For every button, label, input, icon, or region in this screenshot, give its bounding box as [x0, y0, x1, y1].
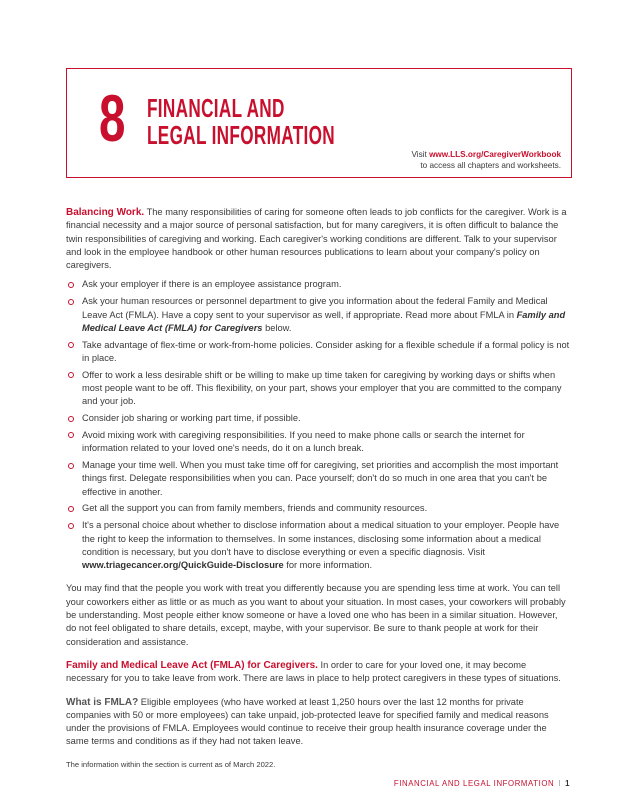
fmla-heading: Family and Medical Leave Act (FMLA) for Caregivers. — [66, 659, 318, 671]
what-is-fmla-paragraph — [66, 696, 570, 749]
bullet-circle-icon — [68, 416, 74, 422]
balancing-work-heading: Balancing Work. — [66, 207, 145, 218]
fmla-text: In order to care for your loved one, it may become necessary for you to take leave from work. There are laws in place to help protect caregivers in these types of situations. — [66, 659, 561, 684]
what-is-fmla-heading: What is FMLA? — [66, 696, 139, 708]
list-item — [66, 459, 570, 499]
bullet-circle-icon — [68, 523, 74, 529]
chapter-header — [66, 68, 572, 178]
chapter-number: 8 — [99, 81, 125, 155]
coworkers-paragraph: You may find that the people you work with treat you differently because you are spending less time at work. You can tell your coworkers either as little or as much as you want to about your situation. In most cases, your coworkers will probably be understanding. Most people either know someone or have a loved one who has been in a similar situation. However, do not feel obligated to share details, except, maybe, with your supervisor. Be sure to thank people at work for their consideration and assistance. — [66, 583, 566, 647]
list-item-text: Manage your time well. When you must take time off for caregiving, set priorities and accomplish the most important things first. Delegate responsibilities when you can. Pace yourself; don't do so much in one area that you can't be effective in another. — [82, 460, 559, 497]
triage-cancer-link[interactable]: www.triagecancer.org/QuickGuide-Disclosure — [82, 560, 284, 571]
list-item — [66, 295, 570, 335]
currency-note: The information within the section is current as of March 2022. — [66, 759, 276, 769]
list-item — [66, 278, 570, 291]
fmla-paragraph — [66, 659, 570, 686]
list-item — [66, 502, 570, 515]
fmla-reference: Family and Medical Leave Act (FMLA) for Caregivers — [82, 309, 566, 333]
list-item-text: It's a personal choice about whether to disclose information about a medical situation to your employer. People have the right to keep the information to themselves. In some instances, disclosing some information about a medical condition is necessary, but you don't have to disclose everything or even a specific diagnosis. Visit — [82, 520, 560, 557]
page-footer — [394, 779, 570, 788]
what-is-fmla-text: Eligible employees (who have worked at least 1,250 hours over the last 12 months for private companies with 50 or more employees) can take unpaid, job-protected leave for specified family and medical reasons under the provisions of FMLA. Employees would continue to receive their group health insurance coverage under the same terms and conditions as if they had not taken leave. — [66, 696, 549, 747]
bullet-circle-icon — [68, 299, 74, 305]
list-item-text-end: below. — [262, 322, 292, 333]
workbook-link[interactable]: www.LLS.org/CaregiverWorkbook — [429, 150, 561, 159]
visit-suffix: to access all chapters and worksheets. — [420, 161, 561, 170]
list-item — [66, 412, 570, 425]
list-item-text: Ask your employer if there is an employee assistance program. — [82, 279, 342, 290]
footer-label: FINANCIAL AND LEGAL INFORMATION — [393, 779, 555, 788]
bullet-circle-icon — [68, 506, 74, 512]
bullet-circle-icon — [68, 282, 74, 288]
balancing-work-paragraph — [66, 206, 570, 272]
chapter-title-line1: FINANCIAL AND — [147, 93, 285, 123]
list-item-text-end: for more information. — [283, 560, 373, 571]
bullet-circle-icon — [68, 342, 74, 348]
list-item-text: Offer to work a less desirable shift or be willing to make up time taken for caregiving by working days or shifts when most people want to be off. This flexibility, on your part, shows your employer that you are committed to the company and your job. — [82, 369, 562, 407]
list-item — [66, 339, 570, 366]
list-item — [66, 519, 570, 572]
main-content — [66, 206, 570, 771]
list-item-text: Take advantage of flex-time or work-from-home policies. Consider asking for a flexible schedule if a formal policy is not in place. — [82, 339, 570, 363]
bullet-circle-icon — [68, 372, 74, 378]
page-number: 1 — [565, 779, 570, 788]
list-item-text: Avoid mixing work with caregiving responsibilities. If you need to make phone calls or search the internet for information related to your loved one's needs, do it on a lunch break. — [82, 429, 525, 454]
list-item-text: Get all the support you can from family members, friends and community resources. — [82, 503, 428, 514]
visit-note — [411, 149, 561, 171]
bullet-circle-icon — [68, 432, 74, 438]
list-item — [66, 429, 570, 456]
bullet-circle-icon — [68, 463, 74, 469]
tips-list — [66, 278, 570, 572]
list-item-text: Consider job sharing or working part time, if possible. — [82, 413, 301, 424]
list-item — [66, 369, 570, 409]
chapter-title — [147, 95, 335, 149]
list-item-text: Ask your human resources or personnel department to give you information about the federal Family and Medical Leave Act (FMLA). Have a copy sent to your supervisor as well, if appropriate. Read more about FMLA in — [82, 296, 548, 320]
footer-separator: I — [558, 779, 562, 788]
visit-prefix: Visit — [411, 150, 430, 159]
chapter-title-line2: LEGAL INFORMATION — [147, 120, 336, 150]
balancing-work-text: The many responsibilities of caring for someone often leads to job conflicts for the caregiver. Work is a financial necessity and a major source of personal satisfaction, but for many caregivers, it is often difficult to balance the twin responsibilities of caregiving and working. Each caregiver's working conditions are different. Talk to your supervisor and look in the employee handbook or other human resources publications to learn about your company's policy on caregivers. — [66, 207, 567, 271]
